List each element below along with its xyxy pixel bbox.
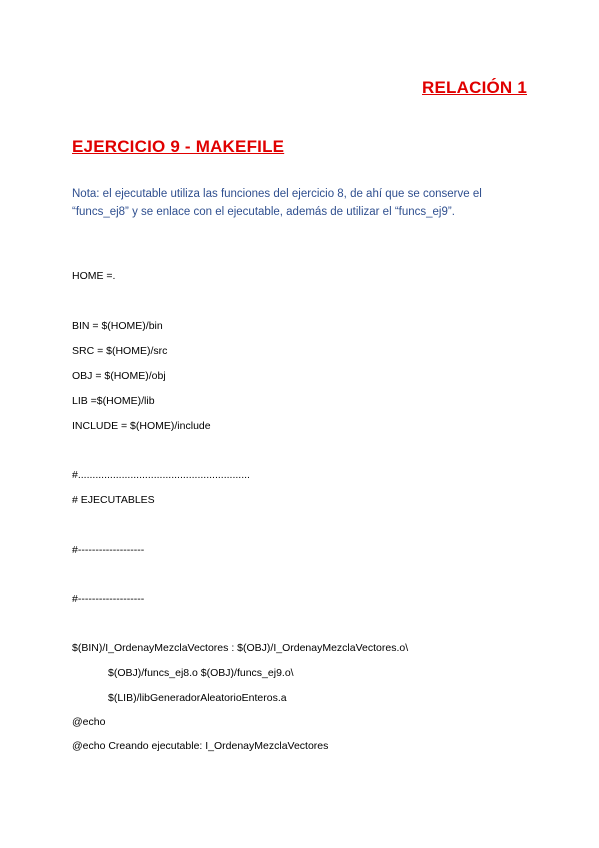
- code-separator-dots: #...........................................................: [72, 469, 250, 481]
- code-lib: LIB =$(HOME)/lib: [72, 395, 155, 407]
- code-dependency-line-1: $(OBJ)/funcs_ej8.o $(OBJ)/funcs_ej9.o\: [108, 667, 294, 679]
- code-dependency-line-2: $(LIB)/libGeneradorAleatorioEnteros.a: [108, 692, 287, 704]
- note-paragraph: [72, 185, 512, 221]
- code-src: SRC = $(HOME)/src: [72, 345, 168, 357]
- code-separator-dash-1: #-------------------: [72, 544, 145, 556]
- relacion-heading: RELACIÓN 1: [422, 78, 527, 97]
- code-separator-dash-2: #-------------------: [72, 593, 145, 605]
- code-obj: OBJ = $(HOME)/obj: [72, 370, 166, 382]
- code-include: INCLUDE = $(HOME)/include: [72, 420, 211, 432]
- exercise-title: EJERCICIO 9 - MAKEFILE: [72, 137, 285, 156]
- code-ejecutables-comment: # EJECUTABLES: [72, 494, 155, 506]
- code-home: HOME =.: [72, 270, 116, 282]
- code-echo-message: @echo Creando ejecutable: I_OrdenayMezclaVectores: [72, 740, 329, 752]
- code-echo-blank: @echo: [72, 716, 106, 728]
- code-target-line: $(BIN)/I_OrdenayMezclaVectores : $(OBJ)/I_OrdenayMezclaVectores.o\: [72, 642, 409, 654]
- code-bin: BIN = $(HOME)/bin: [72, 320, 163, 332]
- note-line-1: Nota: el ejecutable utiliza las funciones del ejercicio 8, de ahí que se conserve el: [72, 188, 482, 200]
- note-line-2: “funcs_ej8” y se enlace con el ejecutable, además de utilizar el “funcs_ej9”.: [72, 206, 455, 218]
